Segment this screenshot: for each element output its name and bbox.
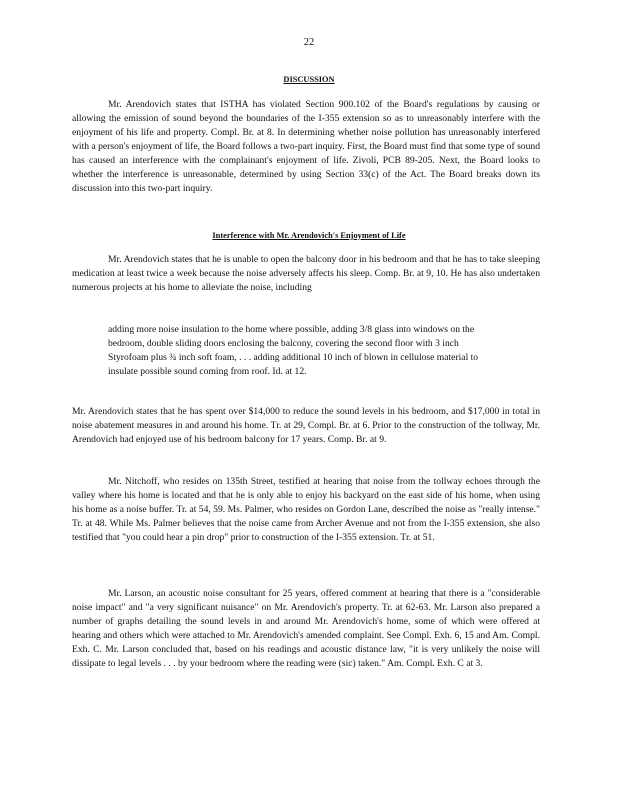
paragraph-abatement-costs: Mr. Arendovich states that he has spent over $14,000 to reduce the sound levels in his bedroom, and $17,000 in total in noise abatement measures in and around his home. Tr. at 29, Compl. Br. at 6. Prior to the construction of the tollway, Mr. Arendovich had enjoyed use of his bedroom balcony for 17 years. Comp. Br. at 9. bbox=[72, 406, 540, 445]
paragraph-neighbor-testimony: Mr. Nitchoff, who resides on 135th Street, testified at hearing that noise from the tollway echoes through the valley where his home is located and that he is only able to enjoy his backyard on the east side of his home, when using his home as a noise buffer. Tr. at 54, 59. Ms. Palmer, who resides on Gordon Lane, described the noise as "really intense." Tr. at 48. While Ms. Palmer believes that the noise came from Archer Avenue and not from the I-355 extension, she also testified that "you could hear a pin drop" prior to construction of the I-355 extension. Tr. at 51. bbox=[72, 476, 540, 543]
paragraph-expert-testimony: Mr. Larson, an acoustic noise consultant for 25 years, offered comment at hearing that there is a "considerable noise impact" and "a very significant nuisance" on Mr. Arendovich's property. Tr. at 62-63. Mr. Larson also prepared a number of graphs detailing the sound levels in and around Mr. Arendovich's home, some of which were offered at hearing and others which were attached to Mr. Arendovich's amended complaint. See Compl. Exh. 6, 15 and Am. Compl. Exh. C. Mr. Larson concluded that, based on his readings and acoustic distance law, "it is very unlikely the noise will dissipate to legal levels . . . by your bedroom where the reading were (sic) taken." Am. Compl. Exh. C at 3. bbox=[72, 588, 540, 669]
block-quote-abatement-projects: adding more noise insulation to the home where possible, adding 3/8 glass into windows on the bedroom, double sliding doors enclosing the balcony, covering the second floor with 3 inch Styrofoam plus ¾ inch soft foam, . . . adding additional 10 inch of blown in cellulose material to insulate possible sound coming from roof. Id. at 12. bbox=[108, 324, 479, 377]
section-heading-interference-text: Interference with Mr. Arendovich's Enjoyment of Life bbox=[212, 231, 406, 240]
paragraph-violation-claim: Mr. Arendovich states that ISTHA has violated Section 900.102 of the Board's regulations by causing or allowing the emission of sound beyond the boundaries of the I-355 extension so as to unreasonably interfere with the enjoyment of his life and property. Compl. Br. at 8. In determining whether noise pollution has unreasonably interfered with a person's enjoyment of life, the Board follows a two-part inquiry. First, the Board must find that some type of sound has caused an interference with the complainant's enjoyment of life. Zivoli, PCB 89-205. Next, the Board looks to whether the interference is unreasonable, determined by using Section 33(c) of the Act. The Board breaks down its discussion into this two-part inquiry. bbox=[72, 99, 540, 194]
section-heading-discussion-text: DISCUSSION bbox=[283, 75, 335, 84]
section-heading-interference bbox=[0, 229, 618, 243]
paragraph-sleep-impact: Mr. Arendovich states that he is unable to open the balcony door in his bedroom and that he has to take sleeping medication at least twice a week because the noise adversely affects his sleep. Comp. Br. at 9, 10. He has also undertaken numerous projects at his home to alleviate the noise, including bbox=[72, 254, 540, 293]
page-number: 22 bbox=[303, 37, 315, 48]
section-heading-discussion bbox=[0, 73, 618, 87]
